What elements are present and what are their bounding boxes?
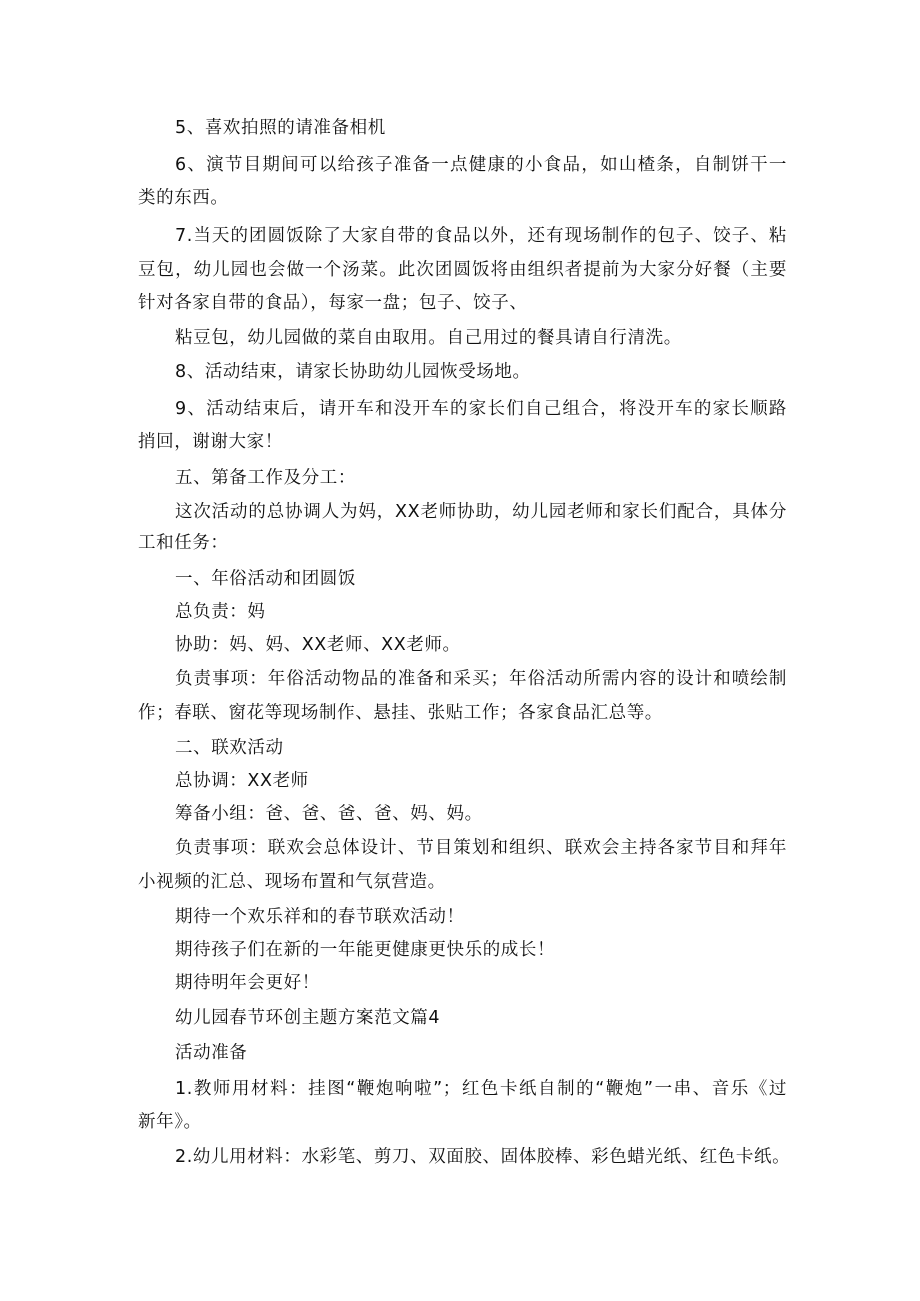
text-line: 新年》。 bbox=[138, 1112, 202, 1132]
text-line: 8、活动结束，请家长协助幼儿园恢受场地。 bbox=[175, 362, 531, 382]
text-line: 筹备小组：爸、爸、爸、爸、妈、妈。 bbox=[175, 804, 483, 824]
text-line: 5、喜欢拍照的请准备相机 bbox=[175, 118, 386, 138]
text-line: 负责事项：联欢会总体设计、节目策划和组织、联欢会主持各家节目和拜年 bbox=[175, 838, 787, 858]
text-line: 7.当天的团圆饭除了大家自带的食品以外，还有现场制作的包子、饺子、粘 bbox=[175, 226, 787, 246]
text-line: 协助：妈、妈、XX老师、XX老师。 bbox=[175, 635, 461, 655]
subsection-heading: 二、联欢活动 bbox=[175, 738, 284, 758]
section-heading: 五、第备工作及分工： bbox=[175, 468, 356, 488]
text-line: 作；春联、窗花等现场制作、悬挂、张贴工作；各家食品汇总等。 bbox=[138, 703, 663, 723]
subsection-heading: 活动准备 bbox=[175, 1043, 248, 1063]
text-line: 捎回，谢谢大家！ bbox=[138, 432, 283, 452]
text-line: 粘豆包，幼儿园做的菜自由取用。自己用过的餐具请自行清洗。 bbox=[175, 328, 682, 348]
text-line: 1.教师用材料：挂图“鞭炮响啦”；红色卡纸自制的“鞭炮”一串、音乐《过 bbox=[175, 1079, 787, 1099]
text-line: 期待孩子们在新的一年能更健康更快乐的成长！ bbox=[175, 940, 556, 960]
text-line: 总负责：妈 bbox=[175, 602, 266, 622]
text-line: 2.幼儿用材料：水彩笔、剪刀、双面胶、固体胶棒、彩色蜡光纸、红色卡纸。 bbox=[175, 1147, 791, 1167]
text-line: 9、活动结束后，请开车和没开车的家长们自己组合，将没开车的家长顺路 bbox=[175, 399, 787, 419]
subsection-heading: 一、年俗活动和团圆饭 bbox=[175, 569, 356, 589]
text-line: 豆包，幼儿园也会做一个汤菜。此次团圆饭将由组织者提前为大家分好餐（主要 bbox=[138, 260, 787, 280]
text-line: 类的东西。 bbox=[138, 188, 229, 208]
text-line: 6、演节目期间可以给孩子准备一点健康的小食品，如山楂条，自制饼干一 bbox=[175, 155, 787, 175]
text-line: 期待一个欢乐祥和的春节联欢活动！ bbox=[175, 907, 465, 927]
text-line: 负责事项：年俗活动物品的准备和采买；年俗活动所需内容的设计和喷绘制 bbox=[175, 669, 787, 689]
text-line: 这次活动的总协调人为妈，XX老师协助，幼儿园老师和家长们配合，具体分 bbox=[175, 502, 787, 522]
article-title: 幼儿园春节环创主题方案范文篇4 bbox=[175, 1008, 441, 1028]
text-line: 总协调：XX老师 bbox=[175, 771, 309, 791]
text-line: 针对各家自带的食品），每家一盘；包子、饺子、 bbox=[138, 293, 528, 313]
text-line: 期待明年会更好！ bbox=[175, 973, 320, 993]
text-line: 工和任务： bbox=[138, 533, 229, 553]
text-line: 小视频的汇总、现场布置和气氛营造。 bbox=[138, 872, 446, 892]
